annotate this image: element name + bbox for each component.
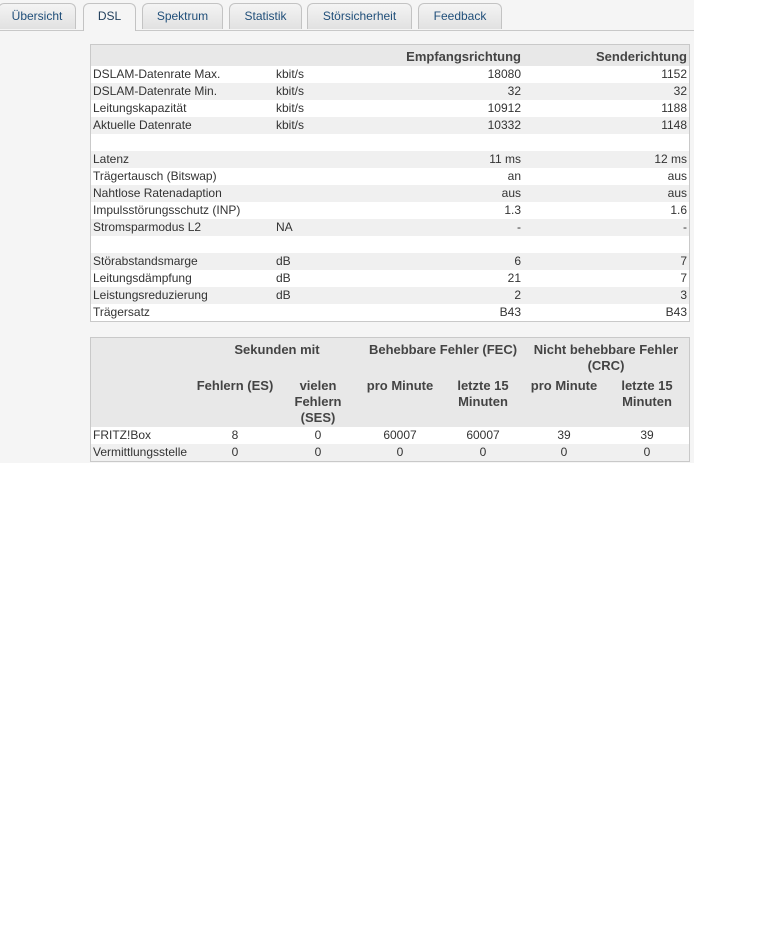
row-send-value: 1148 [661,118,687,132]
row-send-value: B43 [665,305,687,319]
table-row [91,66,689,83]
row-label: Nahtlose Ratenadaption [93,186,222,200]
row-send-value: 1.6 [670,203,687,217]
tab-dsl[interactable]: DSL [83,3,136,31]
table-row [91,253,689,270]
row-send-value: aus [667,169,687,183]
table-row [91,117,689,134]
row-label: Trägersatz [93,305,150,319]
header-crc-15min: letzte 15 Minuten [621,378,673,409]
row-receive-value: an [507,169,521,183]
row-label: Impulsstörungsschutz (INP) [93,203,241,217]
row-crc-per-minute: 39 [557,428,571,442]
table-row [91,185,689,202]
tab-bar [0,0,694,31]
row-unit: dB [276,254,291,268]
tab-statistik[interactable]: Statistik [229,3,302,29]
row-crc-15min: 39 [640,428,654,442]
row-receive-value: 1.3 [504,203,521,217]
tab-feedback[interactable]: Feedback [418,3,502,29]
error-stats-table [90,337,690,462]
header-fec-per-minute: pro Minute [366,378,434,393]
row-label: Leitungsdämpfung [93,271,192,285]
row-unit: dB [276,288,291,302]
row-unit: kbit/s [276,118,305,132]
row-send-value: aus [667,186,687,200]
table-row [91,304,689,321]
row-label: Stromsparmodus L2 [93,220,202,234]
row-label: FRITZ!Box [93,428,152,442]
header-fec-15min: letzte 15 Minuten [457,378,509,409]
row-label: DSLAM-Datenrate Max. [93,67,221,81]
row-ses: 0 [314,428,322,442]
row-receive-value: 6 [514,254,521,268]
row-label: Aktuelle Datenrate [93,118,192,132]
table-row [91,219,689,236]
table-row [91,287,689,304]
row-receive-value: aus [501,186,521,200]
header-seconds-with: Sekunden mit [234,342,320,357]
tab-spektrum[interactable]: Spektrum [142,3,223,29]
row-unit: kbit/s [276,67,305,81]
row-receive-value: 32 [507,84,521,98]
dsl-panel [0,0,694,463]
tab-uebersicht[interactable]: Übersicht [0,3,76,29]
header-ses: vielen Fehlern (SES) [294,378,342,425]
row-crc-per-minute: 0 [560,445,568,459]
row-label: Latenz [93,152,130,166]
line-info-table [90,44,690,322]
row-send-value: 1188 [661,101,687,115]
header-crc-per-minute: pro Minute [530,378,598,393]
row-es: 8 [231,428,239,442]
row-send-value: 7 [680,271,687,285]
row-send-value: - [683,220,687,234]
row-send-value: 3 [680,288,687,302]
row-label: Leitungskapazität [93,101,187,115]
header-crc: Nicht behebbare Fehler (CRC) [533,342,679,373]
header-receive-direction: Empfangsrichtung [406,49,521,64]
row-fec-15min: 60007 [466,428,500,442]
header-es: Fehlern (ES) [196,378,274,393]
row-receive-value: 18080 [487,67,521,81]
table-row [91,100,689,117]
table-row [91,134,689,151]
row-send-value: 12 ms [654,152,687,166]
row-receive-value: 2 [514,288,521,302]
row-label: Leistungsreduzierung [93,288,208,302]
table-row [91,168,689,185]
row-receive-value: 21 [507,271,521,285]
row-receive-value: 10912 [487,101,521,115]
row-unit: dB [276,271,291,285]
table-row [91,270,689,287]
row-receive-value: - [517,220,521,234]
table-row [91,444,689,461]
table-row [91,236,689,253]
row-ses: 0 [314,445,322,459]
row-crc-15min: 0 [643,445,651,459]
table-header-row [91,338,689,427]
table-row [91,151,689,168]
table-row [91,83,689,100]
row-label: Störabstandsmarge [93,254,198,268]
table-header-row [91,45,689,66]
row-fec-per-minute: 60007 [383,428,417,442]
tab-stoersicherheit[interactable]: Störsicherheit [307,3,412,29]
row-send-value: 7 [680,254,687,268]
row-receive-value: B43 [499,305,521,319]
table-row [91,202,689,219]
row-unit: kbit/s [276,84,305,98]
row-label: Trägertausch (Bitswap) [93,169,217,183]
row-receive-value: 10332 [487,118,521,132]
row-send-value: 32 [673,84,687,98]
header-send-direction: Senderichtung [595,49,687,64]
row-label: DSLAM-Datenrate Min. [93,84,218,98]
row-fec-15min: 0 [479,445,487,459]
row-fec-per-minute: 0 [396,445,404,459]
row-unit: kbit/s [276,101,305,115]
row-receive-value: 11 ms [489,152,521,166]
header-fec: Behebbare Fehler (FEC) [368,342,518,357]
row-es: 0 [231,445,239,459]
row-label: Vermittlungsstelle [93,445,188,459]
row-send-value: 1152 [661,67,687,81]
table-row [91,427,689,444]
row-unit: NA [276,220,293,234]
